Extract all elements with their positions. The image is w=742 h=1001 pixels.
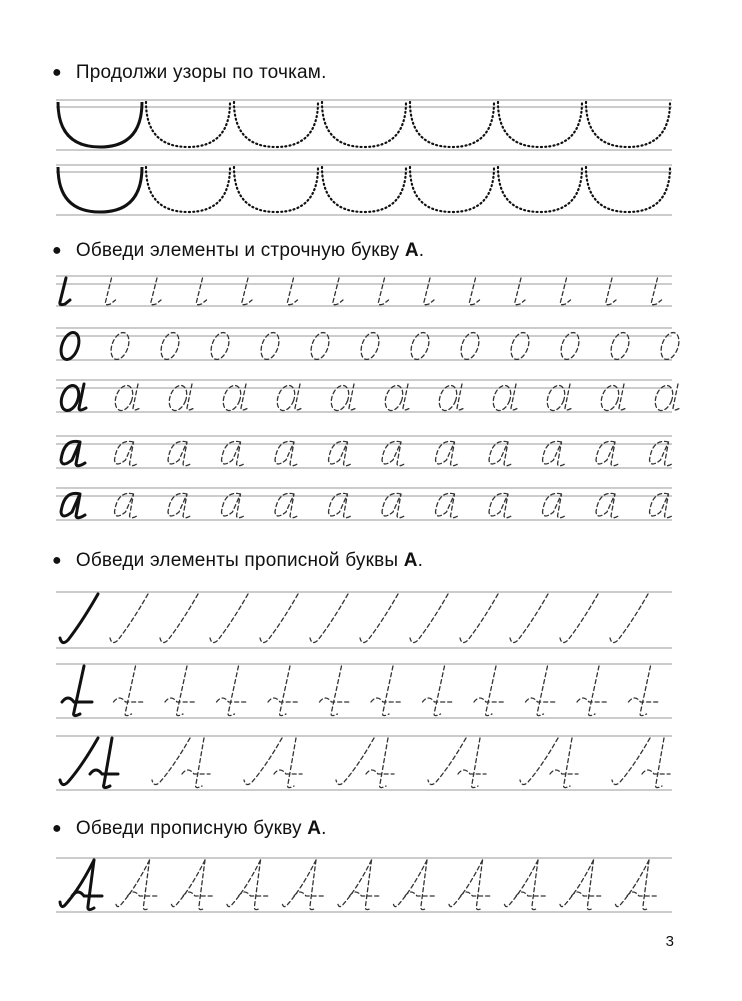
- traced-stroke: [310, 594, 348, 643]
- sample-stroke: [74, 666, 84, 716]
- traced-letter-A: [310, 860, 316, 910]
- ruled-row: [56, 436, 672, 468]
- traced-stroke: [360, 594, 398, 643]
- traced-letter-a: [382, 493, 406, 517]
- traced-stroke: [244, 738, 282, 785]
- traced-stroke: [472, 738, 480, 788]
- capital-stroke-row: [60, 594, 648, 643]
- traced-letter-A: [560, 860, 594, 907]
- arc-row: [58, 102, 670, 147]
- traced-patterns: [58, 102, 683, 910]
- traced-stroke: [656, 738, 664, 788]
- dotted-arc: [410, 102, 494, 147]
- traced-letter-a: [115, 441, 139, 465]
- traced-letter-a: [168, 493, 192, 517]
- dotted-arc: [234, 167, 318, 212]
- traced-letter-a: [436, 441, 460, 465]
- sample-letter-A: [72, 892, 102, 896]
- capital-cross-row: [62, 666, 659, 716]
- traced-letter-a: [489, 493, 513, 517]
- traced-letter-A: [393, 860, 427, 907]
- bullet-icon: ●: [52, 552, 62, 569]
- traced-letter-A: [227, 860, 261, 907]
- sample-letter-a: [61, 441, 85, 465]
- ruled-row: [56, 328, 672, 360]
- traced-oval: [358, 330, 383, 362]
- traced-stroke: [610, 594, 648, 643]
- dotted-arc: [410, 167, 494, 212]
- traced-letter-A: [282, 860, 316, 907]
- traced-stroke: [640, 666, 650, 716]
- dotted-arc: [498, 102, 582, 147]
- sample-letter-a: [61, 493, 85, 517]
- traced-letter-a: [168, 441, 192, 465]
- traced-stroke: [287, 278, 297, 305]
- traced-letter-A: [449, 860, 483, 907]
- dotted-arc: [586, 167, 670, 212]
- ruled-row: [56, 165, 672, 215]
- traced-stroke: [125, 666, 135, 716]
- traced-letter-a: [543, 441, 567, 465]
- traced-oval: [208, 330, 233, 362]
- sample-stroke: [104, 738, 112, 788]
- bullet-icon: ●: [52, 820, 62, 837]
- instruction-trace-capital-elements: ● Обведи элементы прописной буквы А.: [52, 550, 424, 571]
- traced-stroke: [105, 278, 115, 305]
- traced-letter-A: [421, 860, 427, 910]
- traced-oval: [158, 330, 183, 362]
- traced-letter-a: [222, 441, 246, 465]
- traced-stroke: [469, 278, 479, 305]
- traced-stroke: [589, 666, 599, 716]
- sample-oval: [58, 330, 83, 362]
- sample-stroke: [60, 738, 98, 785]
- traced-stroke: [280, 666, 290, 716]
- traced-letter-a: [275, 493, 299, 517]
- traced-letter-A: [350, 892, 380, 896]
- traced-stroke: [196, 738, 204, 788]
- traced-letter-A: [128, 892, 158, 896]
- traced-letter-a: [382, 441, 406, 465]
- traced-stroke: [366, 770, 394, 774]
- traced-oval: [608, 330, 633, 362]
- traced-stroke: [458, 770, 486, 774]
- traced-stroke: [460, 594, 498, 643]
- traced-stroke: [434, 666, 444, 716]
- dotted-arc: [146, 102, 230, 147]
- traced-letter-a: [596, 441, 620, 465]
- traced-letter-A: [516, 892, 546, 896]
- instruction-continue-patterns: ● Продолжи узоры по точкам.: [52, 62, 327, 83]
- traced-stroke: [182, 770, 210, 774]
- traced-letter-a: [329, 493, 353, 517]
- traced-letter-A: [461, 892, 491, 896]
- traced-stroke: [537, 666, 547, 716]
- dotted-arc: [322, 167, 406, 212]
- dotted-arc: [322, 102, 406, 147]
- traced-letter-A: [504, 860, 538, 907]
- traced-letter-A: [587, 860, 593, 910]
- traced-oval: [508, 330, 533, 362]
- traced-letter-a: [650, 441, 674, 465]
- traced-letter-A: [239, 892, 269, 896]
- traced-oval: [458, 330, 483, 362]
- ruled-row: [56, 592, 672, 648]
- page-number: 3: [665, 933, 674, 950]
- traced-letter-a: [115, 493, 139, 517]
- traced-letter-A: [294, 892, 324, 896]
- traced-stroke: [210, 594, 248, 643]
- traced-stroke: [606, 278, 616, 305]
- traced-stroke: [428, 738, 466, 785]
- traced-letter-A: [183, 892, 213, 896]
- capital-A-row: [60, 860, 657, 910]
- traced-letter-a: [543, 493, 567, 517]
- traced-letter-a: [275, 441, 299, 465]
- traced-stroke: [160, 594, 198, 643]
- traced-letter-A: [116, 860, 150, 907]
- traced-stroke: [564, 738, 572, 788]
- traced-stroke: [196, 278, 206, 305]
- traced-stroke: [520, 738, 558, 785]
- traced-stroke: [612, 738, 650, 785]
- capital-combined-row: [60, 738, 670, 788]
- traced-oval: [558, 330, 583, 362]
- traced-stroke: [510, 594, 548, 643]
- traced-letter-A: [476, 860, 482, 910]
- traced-letter-A: [338, 860, 372, 907]
- traced-letter-A: [254, 860, 260, 910]
- traced-stroke: [515, 278, 525, 305]
- traced-stroke: [651, 278, 661, 305]
- traced-stroke: [486, 666, 496, 716]
- oval-row: [58, 330, 683, 362]
- sample-stroke: [90, 770, 118, 774]
- traced-letter-A: [615, 860, 649, 907]
- traced-stroke: [642, 770, 670, 774]
- traced-letter-a: [329, 441, 353, 465]
- sample-arc: [58, 102, 142, 147]
- letter-a-row-1: [61, 493, 674, 517]
- traced-stroke: [331, 666, 341, 716]
- traced-letter-A: [627, 892, 657, 896]
- traced-letter-A: [572, 892, 602, 896]
- dotted-arc: [234, 102, 318, 147]
- traced-letter-A: [405, 892, 435, 896]
- traced-stroke: [673, 384, 680, 410]
- traced-letter-A: [199, 860, 205, 910]
- hook-row: [60, 278, 662, 305]
- traced-letter-a: [436, 493, 460, 517]
- traced-stroke: [336, 738, 374, 785]
- traced-stroke: [274, 770, 302, 774]
- sample-stroke: [60, 278, 70, 305]
- traced-stroke: [110, 594, 148, 643]
- traced-stroke: [424, 278, 434, 305]
- traced-letter-A: [532, 860, 538, 910]
- traced-letter-A: [143, 860, 149, 910]
- sample-arc: [58, 167, 142, 212]
- ruled-row: [56, 664, 672, 718]
- traced-stroke: [333, 278, 343, 305]
- ruled-rows: [56, 100, 672, 912]
- traced-stroke: [560, 278, 570, 305]
- dotted-arc: [586, 102, 670, 147]
- letter-a-row-0: [61, 441, 674, 465]
- traced-letter-A: [643, 860, 649, 910]
- traced-letter-a: [489, 441, 513, 465]
- traced-letter-a: [650, 493, 674, 517]
- traced-stroke: [151, 278, 161, 305]
- ruled-row: [56, 380, 672, 412]
- traced-letter-A: [365, 860, 371, 910]
- traced-oval: [108, 330, 133, 362]
- sample-stroke: [60, 594, 98, 643]
- traced-letter-A: [171, 860, 205, 907]
- arc-row: [58, 167, 670, 212]
- traced-stroke: [378, 278, 388, 305]
- traced-oval: [408, 330, 433, 362]
- dotted-arc: [498, 167, 582, 212]
- instruction-trace-lowercase: ● Обведи элементы и строчную букву А.: [52, 240, 425, 261]
- ruled-row: [56, 488, 672, 520]
- ruled-row: [56, 276, 672, 306]
- traced-letter-a: [596, 493, 620, 517]
- traced-stroke: [380, 738, 388, 788]
- traced-stroke: [260, 594, 298, 643]
- traced-oval: [308, 330, 333, 362]
- ruled-row: [56, 100, 672, 150]
- traced-stroke: [228, 666, 238, 716]
- traced-stroke: [560, 594, 598, 643]
- traced-stroke: [177, 666, 187, 716]
- traced-oval: [258, 330, 283, 362]
- traced-letter-a: [222, 493, 246, 517]
- traced-stroke: [410, 594, 448, 643]
- traced-oval: [658, 330, 683, 362]
- traced-stroke: [550, 770, 578, 774]
- traced-stroke: [383, 666, 393, 716]
- ruled-row: [56, 736, 672, 790]
- traced-stroke: [152, 738, 190, 785]
- dotted-arc: [146, 167, 230, 212]
- bullet-icon: ●: [52, 64, 62, 81]
- bullet-icon: ●: [52, 242, 62, 259]
- traced-stroke: [242, 278, 252, 305]
- traced-stroke: [288, 738, 296, 788]
- instruction-trace-capital: ● Обведи прописную букву А.: [52, 818, 327, 839]
